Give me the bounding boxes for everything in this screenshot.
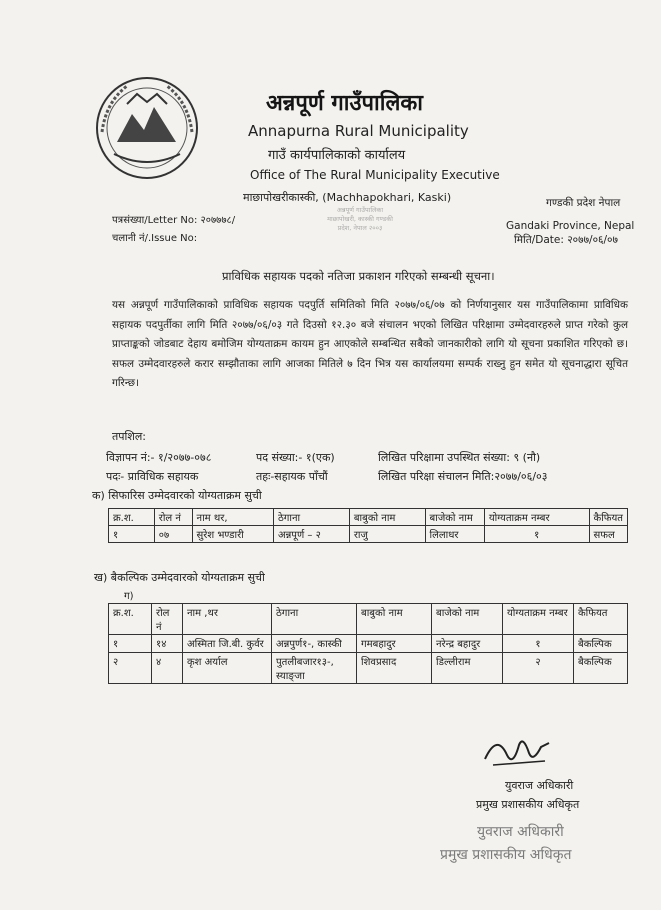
- header-cell: ठेगाना: [273, 509, 349, 526]
- header-cell: योग्यताक्रम नम्बर: [484, 509, 589, 526]
- table-cell: २: [109, 653, 152, 684]
- table-cell: सफल: [589, 526, 627, 543]
- office-english: Office of The Rural Municipality Executive: [250, 168, 500, 182]
- stamp-text: अन्नपूर्ण गाउँपालिका माछापोखरी, कास्की गण्डकी प्रदेश, नेपाल २००३: [327, 206, 393, 232]
- table-cell: डिल्लीराम: [432, 653, 503, 684]
- table-cell: लिलाधर: [425, 526, 484, 543]
- section-b-heading: ख) बैकल्पिक उम्मेदवारको योग्यताक्रम सुची: [94, 571, 265, 584]
- table-cell: अस्मिता जि.बी. कुर्वर: [183, 635, 272, 653]
- table-cell: बैकल्पिक: [574, 635, 628, 653]
- signatory-title: प्रमुख प्रशासकीय अधिकृत: [476, 798, 580, 811]
- table-cell: १: [484, 526, 589, 543]
- exam-date: लिखित परिक्षा संचालन मिति:२०७७/०६/०३: [378, 470, 548, 483]
- title-nepali: अन्नपूर्ण गाउँपालिका: [266, 91, 423, 116]
- header-cell: बाजेको नाम: [432, 604, 503, 635]
- table-cell: अन्नपुर्ण१-, कास्की: [272, 635, 357, 653]
- header-cell: क्र.श.: [109, 604, 152, 635]
- table-cell: १: [109, 635, 152, 653]
- header-cell: नाम थर,: [192, 509, 273, 526]
- section-c-heading: ग): [124, 591, 134, 602]
- advert-number: विज्ञापन नं:- १/२०७७-०७८: [106, 451, 212, 464]
- details-heading: तपशिल:: [112, 430, 147, 443]
- header-cell: क्र.श.: [109, 509, 155, 526]
- header-cell: कैफियत: [589, 509, 627, 526]
- header-cell: योग्यताक्रम नम्बर: [503, 604, 574, 635]
- table-row: [109, 526, 628, 543]
- table-cell: १: [503, 635, 574, 653]
- header-cell: नाम ,थर: [183, 604, 272, 635]
- header-cell: बाबुको नाम: [357, 604, 432, 635]
- header-cell: रोल नं: [154, 509, 192, 526]
- notice-body: यस अन्नपूर्ण गाउँपालिकाको प्राविधिक सहायक पदपुर्ति समितिको मिति २०७७/०६/०७ को निर्णयानुसार यस गाउँपालिकामा प्राविधिक सहायक पदपुर्तीका लागि मिति २०७७/०६/०३ गते दिउसो १२.३० बजे संचालन भएको लिखित परिक्षामा उम्मेदवारहरुले प्राप्त गरेको कुल प्राप्ताङ्कको जोडबाट देहाय बमोजिम योग्यताक्रम कायम हुन आएकोले सम्बन्धित सबैको जानकारीको लागि यो सूचना प्रकाशित गरिएको छ। सफल उम्मेदवारहरुले करार सम्झौताका लागि आजका मितिले ७ दिन भित्र यस कार्यालयमा सम्पर्क राख्नु हुन समेत यो सूचनाद्धारा सूचित गरिन्छ।: [112, 299, 628, 389]
- table-cell: २: [503, 653, 574, 684]
- recommended-table: [108, 508, 628, 543]
- office-nepali: गाउँ कार्यपालिकाको कार्यालय: [268, 148, 406, 163]
- post-level: तहः-सहायक पाँचौं: [256, 470, 328, 483]
- stamp-signatory-name: युवराज अधिकारी: [477, 824, 564, 840]
- table-cell: शिवप्रसाद: [357, 653, 432, 684]
- table-header-row: [109, 509, 628, 526]
- notice-subject: प्राविधिक सहायक पदको नतिजा प्रकाशन गरिएको सम्बन्धी सूचना।: [222, 269, 495, 283]
- table-cell: १: [109, 526, 155, 543]
- header-cell: कैफियत: [574, 604, 628, 635]
- issue-number: चलानी नं/.Issue No:: [112, 233, 198, 244]
- present-count: लिखित परिक्षामा उपस्थित संख्या: ९ (नौ): [378, 451, 541, 464]
- table-row: [109, 635, 628, 653]
- province-nepali: गण्डकी प्रदेश नेपाल: [546, 197, 621, 209]
- header-cell: रोल नं: [152, 604, 183, 635]
- title-english: Annapurna Rural Municipality: [248, 122, 469, 140]
- table-header-row: [109, 604, 628, 635]
- province-english: Gandaki Province, Nepal: [506, 220, 635, 232]
- table-cell: पुतलीबजार१३-, स्याङ्जा: [272, 653, 357, 684]
- header-cell: ठेगाना: [272, 604, 357, 635]
- stamp-signatory-title: प्रमुख प्रशासकीय अधिकृत: [440, 847, 572, 863]
- office-location: माछापोखरीकास्की, (Machhapokhari, Kaski): [243, 191, 452, 204]
- table-cell: कृश अर्याल: [183, 653, 272, 684]
- table-cell: नरेन्द्र बहादुर: [432, 635, 503, 653]
- table-cell: बैकल्पिक: [574, 653, 628, 684]
- letter-number: पत्रसंख्या/Letter No: २०७७७८/: [112, 215, 236, 226]
- table-cell: अन्नपूर्ण – २: [273, 526, 349, 543]
- post-count: पद संख्या:- १(एक): [256, 451, 335, 464]
- table-cell: राजु: [349, 526, 425, 543]
- table-row: [109, 653, 628, 684]
- table-cell: ४: [152, 653, 183, 684]
- table-cell: सुरेश भण्डारी: [192, 526, 273, 543]
- table-cell: ०७: [154, 526, 192, 543]
- table-cell: गमबहादुर: [357, 635, 432, 653]
- municipality-emblem: [92, 72, 202, 184]
- signature: [479, 729, 559, 773]
- letter-date: मिति/Date: २०७७/०६/०७: [514, 234, 618, 246]
- section-a-heading: क) सिफारिस उम्मेदवारको योग्यताक्रम सुची: [92, 489, 262, 502]
- header-cell: बाजेको नाम: [425, 509, 484, 526]
- header-cell: बाबुको नाम: [349, 509, 425, 526]
- alternate-table: [108, 603, 628, 684]
- post-name: पदः- प्राविधिक सहायक: [106, 470, 199, 483]
- signatory-name: युवराज अधिकारी: [505, 779, 574, 792]
- table-cell: १४: [152, 635, 183, 653]
- office-stamp: [323, 206, 397, 264]
